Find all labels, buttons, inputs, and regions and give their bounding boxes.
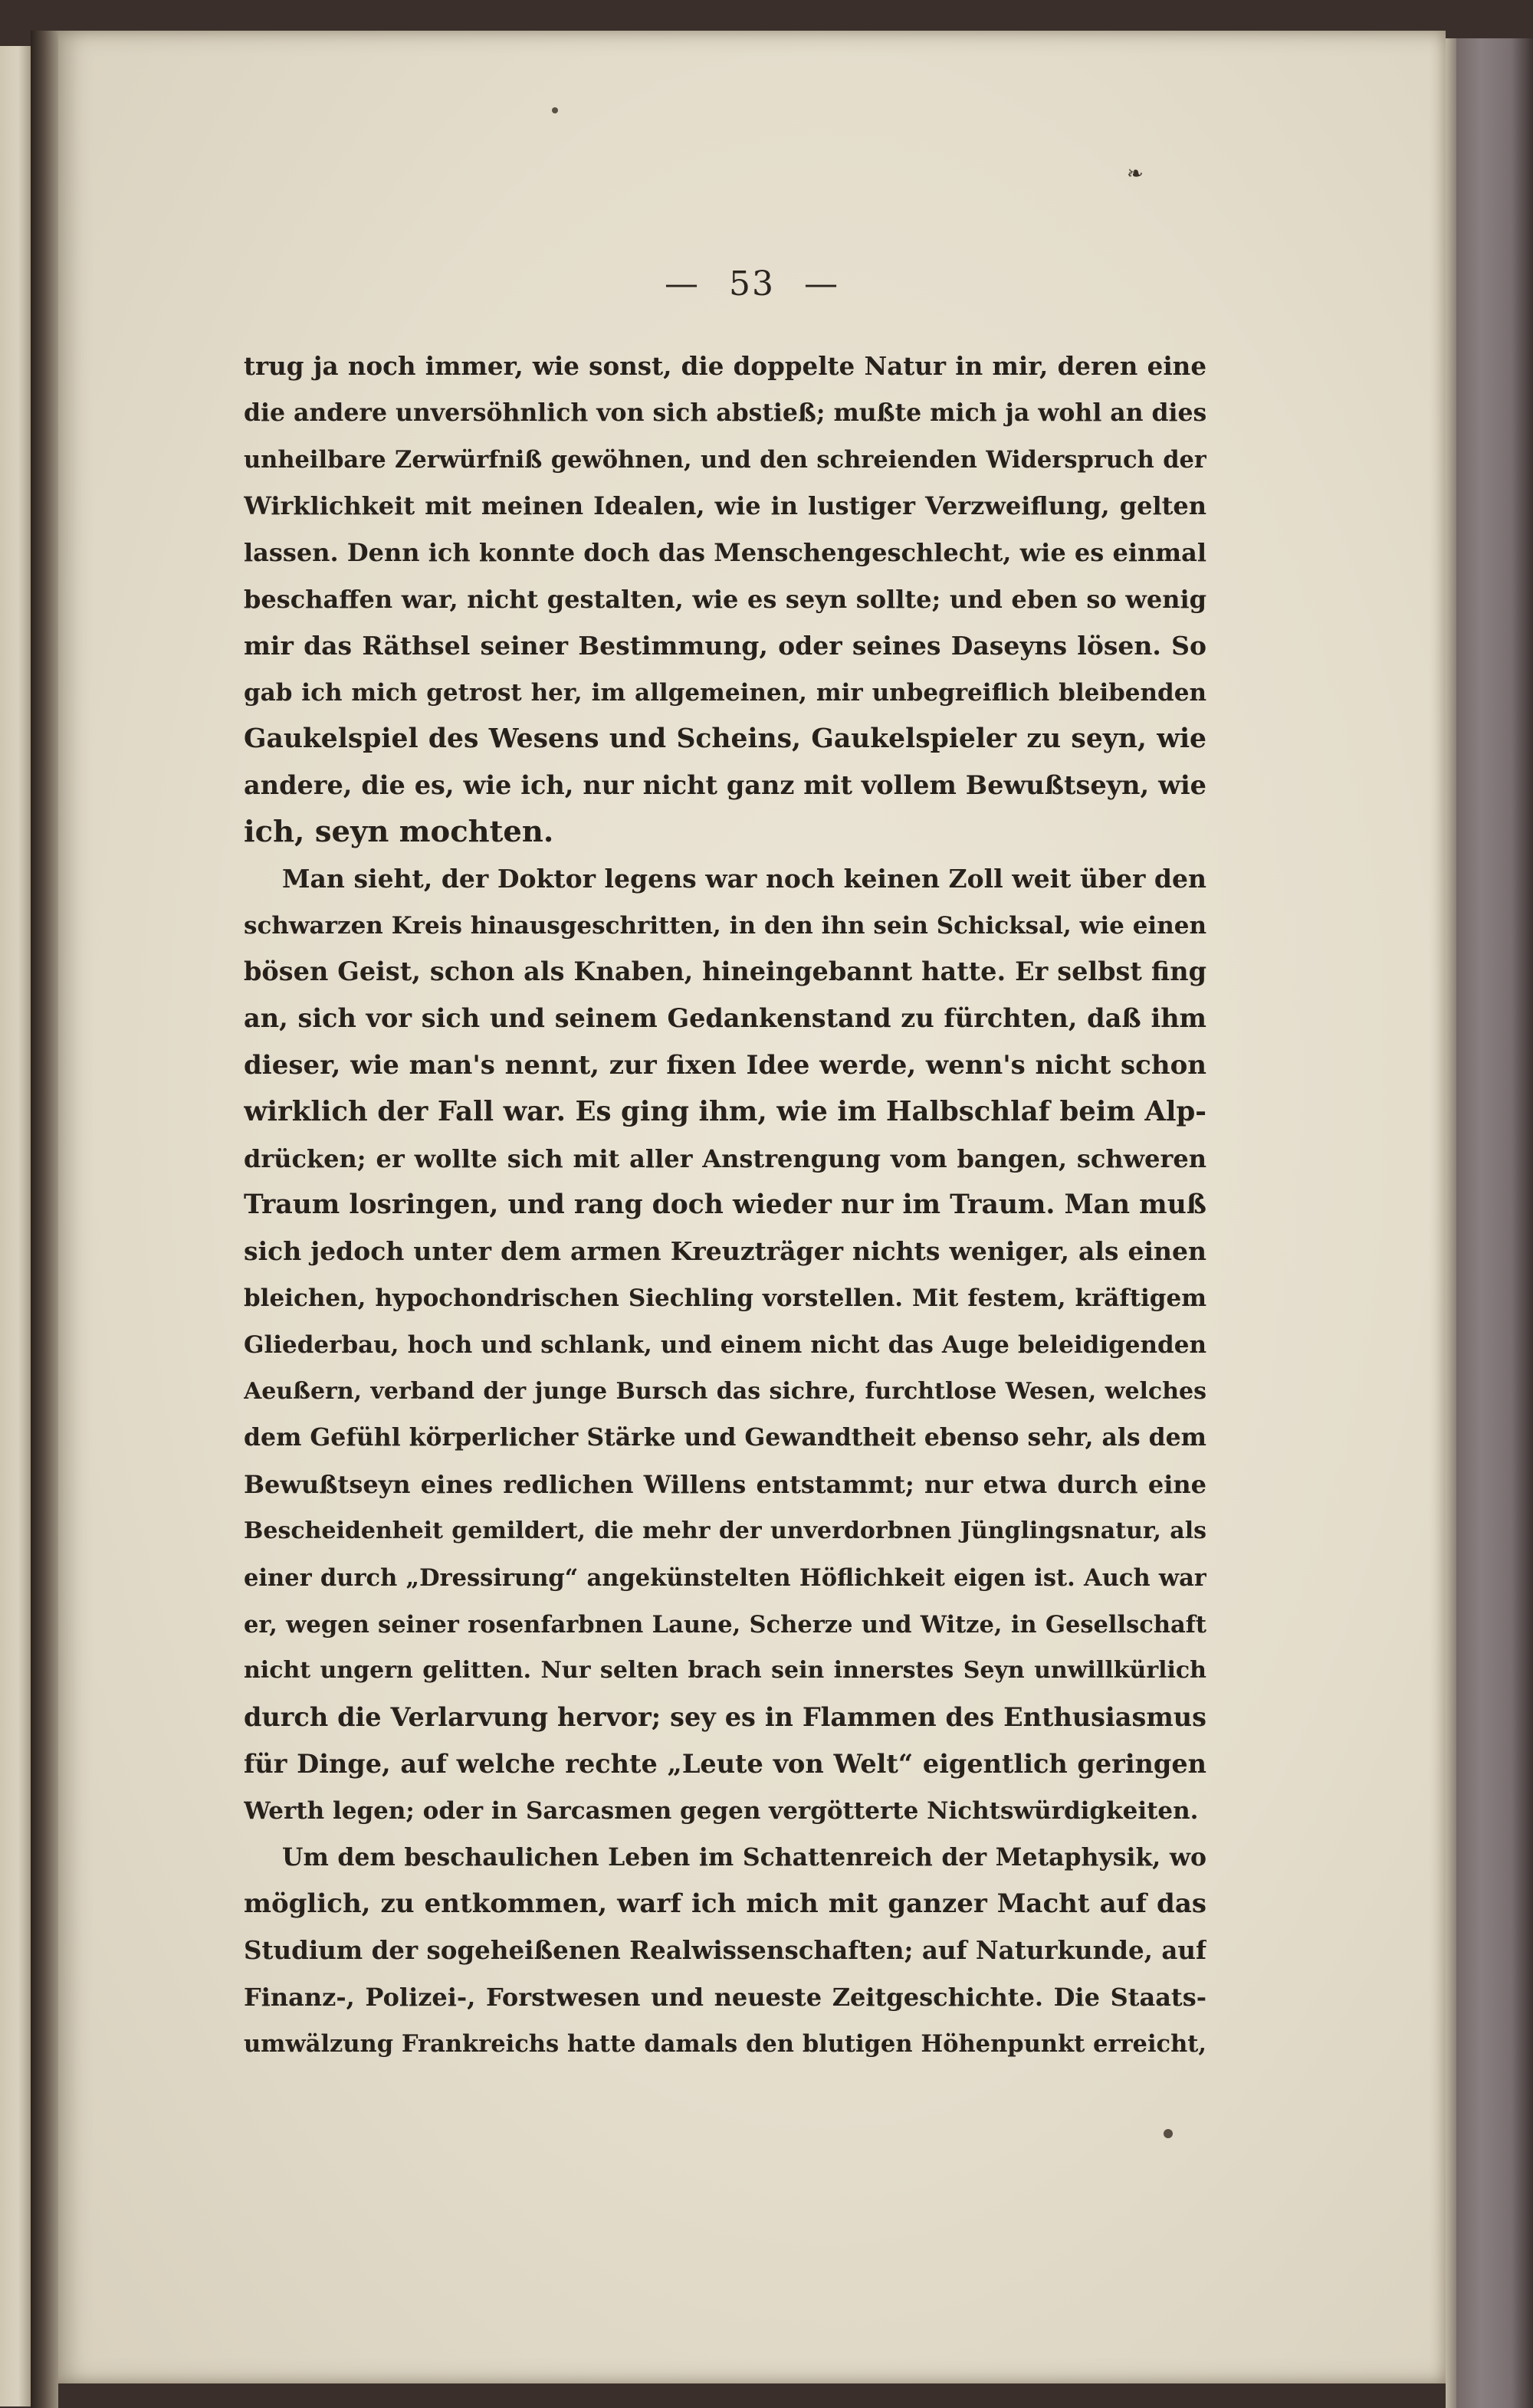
text-line: dem Gefühl körperlicher Stärke und Gewandtheit ebenso sehr, als dem [244, 1423, 1206, 1452]
text-line: andere, die es, wie ich, nur nicht ganz mit vollem Bewußtseyn, wie [244, 770, 1206, 801]
dash-left: — [665, 264, 700, 303]
text-line: er, wegen seiner rosenfarbnen Laune, Scherze und Witze, in Gesellschaft [244, 1610, 1206, 1639]
text-line: Gaukelspiel des Wesens und Scheins, Gaukelspieler zu seyn, wie [244, 723, 1206, 755]
text-line: sich jedoch unter dem armen Kreuzträger nichts weniger, als einen [244, 1236, 1206, 1267]
text-line: Traum losringen, und rang doch wieder nur im Traum. Man muß [244, 1189, 1206, 1221]
text-line: lassen. Denn ich konnte doch das Menschengeschlecht, wie es einmal [244, 538, 1206, 568]
text-line: die andere unversöhnlich von sich abstieß; mußte mich ja wohl an dies [244, 398, 1206, 427]
page-edge-right [1446, 38, 1456, 2408]
text-line-paragraph-end: ich, seyn mochten. [244, 814, 554, 849]
text-line: mir das Räthsel seiner Bestimmung, oder seines Daseyns lösen. So [244, 630, 1206, 661]
book-gutter [31, 31, 58, 2408]
text-line: einer durch „Dressirung“ angekünstelten Höflichkeit eigen ist. Auch war [244, 1563, 1206, 1592]
text-line: Wirklichkeit mit meinen Idealen, wie in lustiger Verzweiflung, gelten [244, 491, 1206, 521]
text-line: beschaffen war, nicht gestalten, wie es seyn sollte; und eben so wenig [244, 584, 1206, 614]
text-line: bleichen, hypochondrischen Siechling vorstellen. Mit festem, kräftigem [244, 1284, 1206, 1312]
text-line: Aeußern, verband der junge Bursch das sichre, furchtlose Wesen, welches [244, 1377, 1206, 1405]
text-line-paragraph-start: Um dem beschaulichen Leben im Schattenreich der Metaphysik, wo [282, 1842, 1206, 1872]
page-number: 53 [729, 264, 775, 303]
text-line-paragraph-end: Werth legen; oder in Sarcasmen gegen vergötterte Nichtswürdigkeiten. [244, 1796, 1199, 1825]
book-cover-edge [1446, 38, 1533, 2408]
text-line: wirklich der Fall war. Es ging ihm, wie im Halbschlaf beim Alp- [244, 1095, 1206, 1127]
ornament-mark: ❧ [1127, 162, 1144, 185]
text-line: für Dinge, auf welche rechte „Leute von Welt“ eigentlich geringen [244, 1748, 1206, 1779]
text-line: gab ich mich getrost her, im allgemeinen, mir unbegreiflich bleibenden [244, 678, 1206, 707]
page-number-header [58, 264, 1446, 303]
text-line: umwälzung Frankreichs hatte damals den blutigen Höhenpunkt erreicht, [244, 2029, 1206, 2058]
text-line: nicht ungern gelitten. Nur selten brach sein innerstes Seyn unwillkürlich [244, 1657, 1206, 1685]
text-line: dieser, wie man's nennt, zur fixen Idee werde, wenn's nicht schon [244, 1049, 1206, 1081]
text-line: trug ja noch immer, wie sonst, die doppelte Natur in mir, deren eine [244, 351, 1206, 381]
text-line: Studium der sogeheißenen Realwissenschaften; auf Naturkunde, auf [244, 1935, 1206, 1966]
text-line: Finanz-, Polizei-, Forstwesen und neueste Zeitgeschichte. Die Staats- [244, 1982, 1206, 2012]
paper-speck [552, 107, 558, 113]
text-line: bösen Geist, schon als Knaben, hineingebannt hatte. Er selbst fing [244, 956, 1206, 987]
text-line: schwarzen Kreis hinausgeschritten, in den ihn sein Schicksal, wie einen [244, 911, 1206, 940]
body-text [244, 343, 1206, 2067]
text-line: Bescheidenheit gemildert, die mehr der unverdorbnen Jünglingsnatur, als [244, 1517, 1206, 1544]
text-line: möglich, zu entkommen, warf ich mich mit ganzer Macht auf das [244, 1888, 1206, 1920]
previous-page-edge [0, 46, 31, 2406]
dash-right: — [804, 264, 839, 303]
text-line-paragraph-start: Man sieht, der Doktor legens war noch keinen Zoll weit über den [282, 863, 1206, 894]
text-line: unheilbare Zerwürfniß gewöhnen, und den schreienden Widerspruch der [244, 445, 1206, 474]
text-line: durch die Verlarvung hervor; sey es in Flammen des Enthusiasmus [244, 1702, 1206, 1733]
text-line: an, sich vor sich und seinem Gedankenstand zu fürchten, daß ihm [244, 1003, 1206, 1034]
paper-speck [1164, 2129, 1173, 2138]
text-line: Gliederbau, hoch und schlank, und einem nicht das Auge beleidigenden [244, 1330, 1206, 1359]
text-line: Bewußtseyn eines redlichen Willens entstammt; nur etwa durch eine [244, 1470, 1206, 1500]
text-line: drücken; er wollte sich mit aller Anstrengung vom bangen, schweren [244, 1143, 1206, 1173]
